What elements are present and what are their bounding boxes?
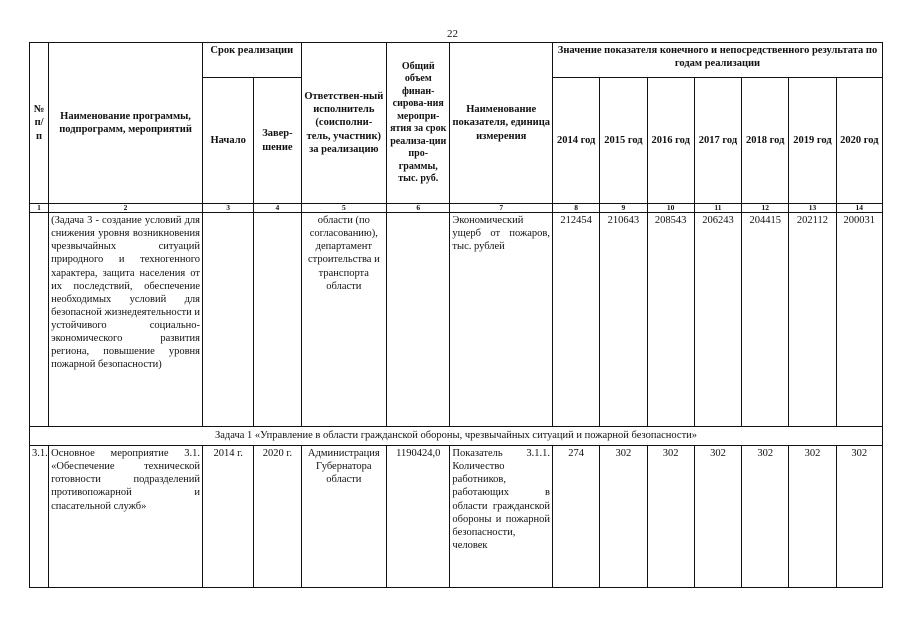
row-end	[254, 213, 301, 427]
header-year-2016: 2016 год	[647, 78, 694, 204]
col-number: 1	[30, 204, 49, 213]
row-value-2019: 302	[789, 446, 836, 588]
row-value-2014: 274	[553, 446, 600, 588]
row-executor: Администрация Губернатора области	[301, 446, 387, 588]
task-heading: Задача 1 «Управление в области гражданской обороны, чрезвычайных ситуаций и пожарной безопасности»	[30, 427, 883, 446]
col-number: 5	[301, 204, 387, 213]
program-table	[29, 42, 883, 588]
page-number: 22	[447, 28, 458, 40]
header-period: Срок реализации	[203, 43, 302, 78]
col-number: 7	[450, 204, 553, 213]
row-value-2015: 302	[600, 446, 647, 588]
header-name: Наименование программы, подпрограмм, мероприятий	[49, 43, 203, 204]
col-number: 2	[49, 204, 203, 213]
row-volume: 1190424,0	[387, 446, 450, 588]
row-value-2014: 212454	[553, 213, 600, 427]
task-row	[30, 427, 883, 446]
table-row	[30, 213, 883, 427]
header-year-2019: 2019 год	[789, 78, 836, 204]
row-value-2017: 206243	[694, 213, 741, 427]
col-number: 12	[742, 204, 789, 213]
row-value-2018: 302	[742, 446, 789, 588]
row-start: 2014 г.	[203, 446, 254, 588]
row-value-2015: 210643	[600, 213, 647, 427]
row-value-2017: 302	[694, 446, 741, 588]
col-number: 13	[789, 204, 836, 213]
col-number: 14	[836, 204, 882, 213]
row-value-2016: 302	[647, 446, 694, 588]
row-executor: области (по согласованию), департамент строительства и транспорта области	[301, 213, 387, 427]
row-num	[30, 213, 49, 427]
header-year-2015: 2015 год	[600, 78, 647, 204]
row-end: 2020 г.	[254, 446, 301, 588]
row-value-2016: 208543	[647, 213, 694, 427]
col-number: 8	[553, 204, 600, 213]
col-number: 11	[694, 204, 741, 213]
header-year-2017: 2017 год	[694, 78, 741, 204]
row-value-2020: 302	[836, 446, 882, 588]
header-executor: Ответствен-ный исполнитель (соисполни-тель, участник) за реализацию	[301, 43, 387, 204]
col-number: 9	[600, 204, 647, 213]
header-year-2018: 2018 год	[742, 78, 789, 204]
col-number: 10	[647, 204, 694, 213]
header-year-2014: 2014 год	[553, 78, 600, 204]
header-indicator: Наименование показателя, единица измерения	[450, 43, 553, 204]
header-end: Завер-шение	[254, 78, 301, 204]
row-value-2018: 204415	[742, 213, 789, 427]
header-num: № п/п	[30, 43, 49, 204]
header-volume: Общий объем финан-сирова-ния меропри-ятия за срок реализа-ции про-граммы, тыс. руб.	[387, 43, 450, 204]
header-values-group: Значение показателя конечного и непосредственного результата по годам реализации	[553, 43, 883, 78]
row-indicator: Показатель 3.1.1. Количество работников, работающих в области гражданской обороны и пожарной безопасности, человек	[450, 446, 553, 588]
col-number: 3	[203, 204, 254, 213]
row-start	[203, 213, 254, 427]
header-start: Начало	[203, 78, 254, 204]
col-number: 6	[387, 204, 450, 213]
column-number-row	[30, 204, 883, 213]
row-volume	[387, 213, 450, 427]
row-value-2019: 202112	[789, 213, 836, 427]
header-year-2020: 2020 год	[836, 78, 882, 204]
col-number: 4	[254, 204, 301, 213]
row-value-2020: 200031	[836, 213, 882, 427]
row-num: 3.1.	[30, 446, 49, 588]
row-name: (Задача 3 - создание условий для снижения уровня возникновения чрезвычайных ситуаций природного и техногенного характера, защита населения от их последствий, обеспечение необходимых условий для безопасной жизнедеятельности и устойчивого социально-экономического развития региона, повышение уровня пожарной безопасности)	[49, 213, 203, 427]
table-row	[30, 446, 883, 588]
row-name: Основное мероприятие 3.1. «Обеспечение технической готовности подразделений противопожарной и спасательной служб»	[49, 446, 203, 588]
row-indicator: Экономический ущерб от пожаров, тыс. рублей	[450, 213, 553, 427]
